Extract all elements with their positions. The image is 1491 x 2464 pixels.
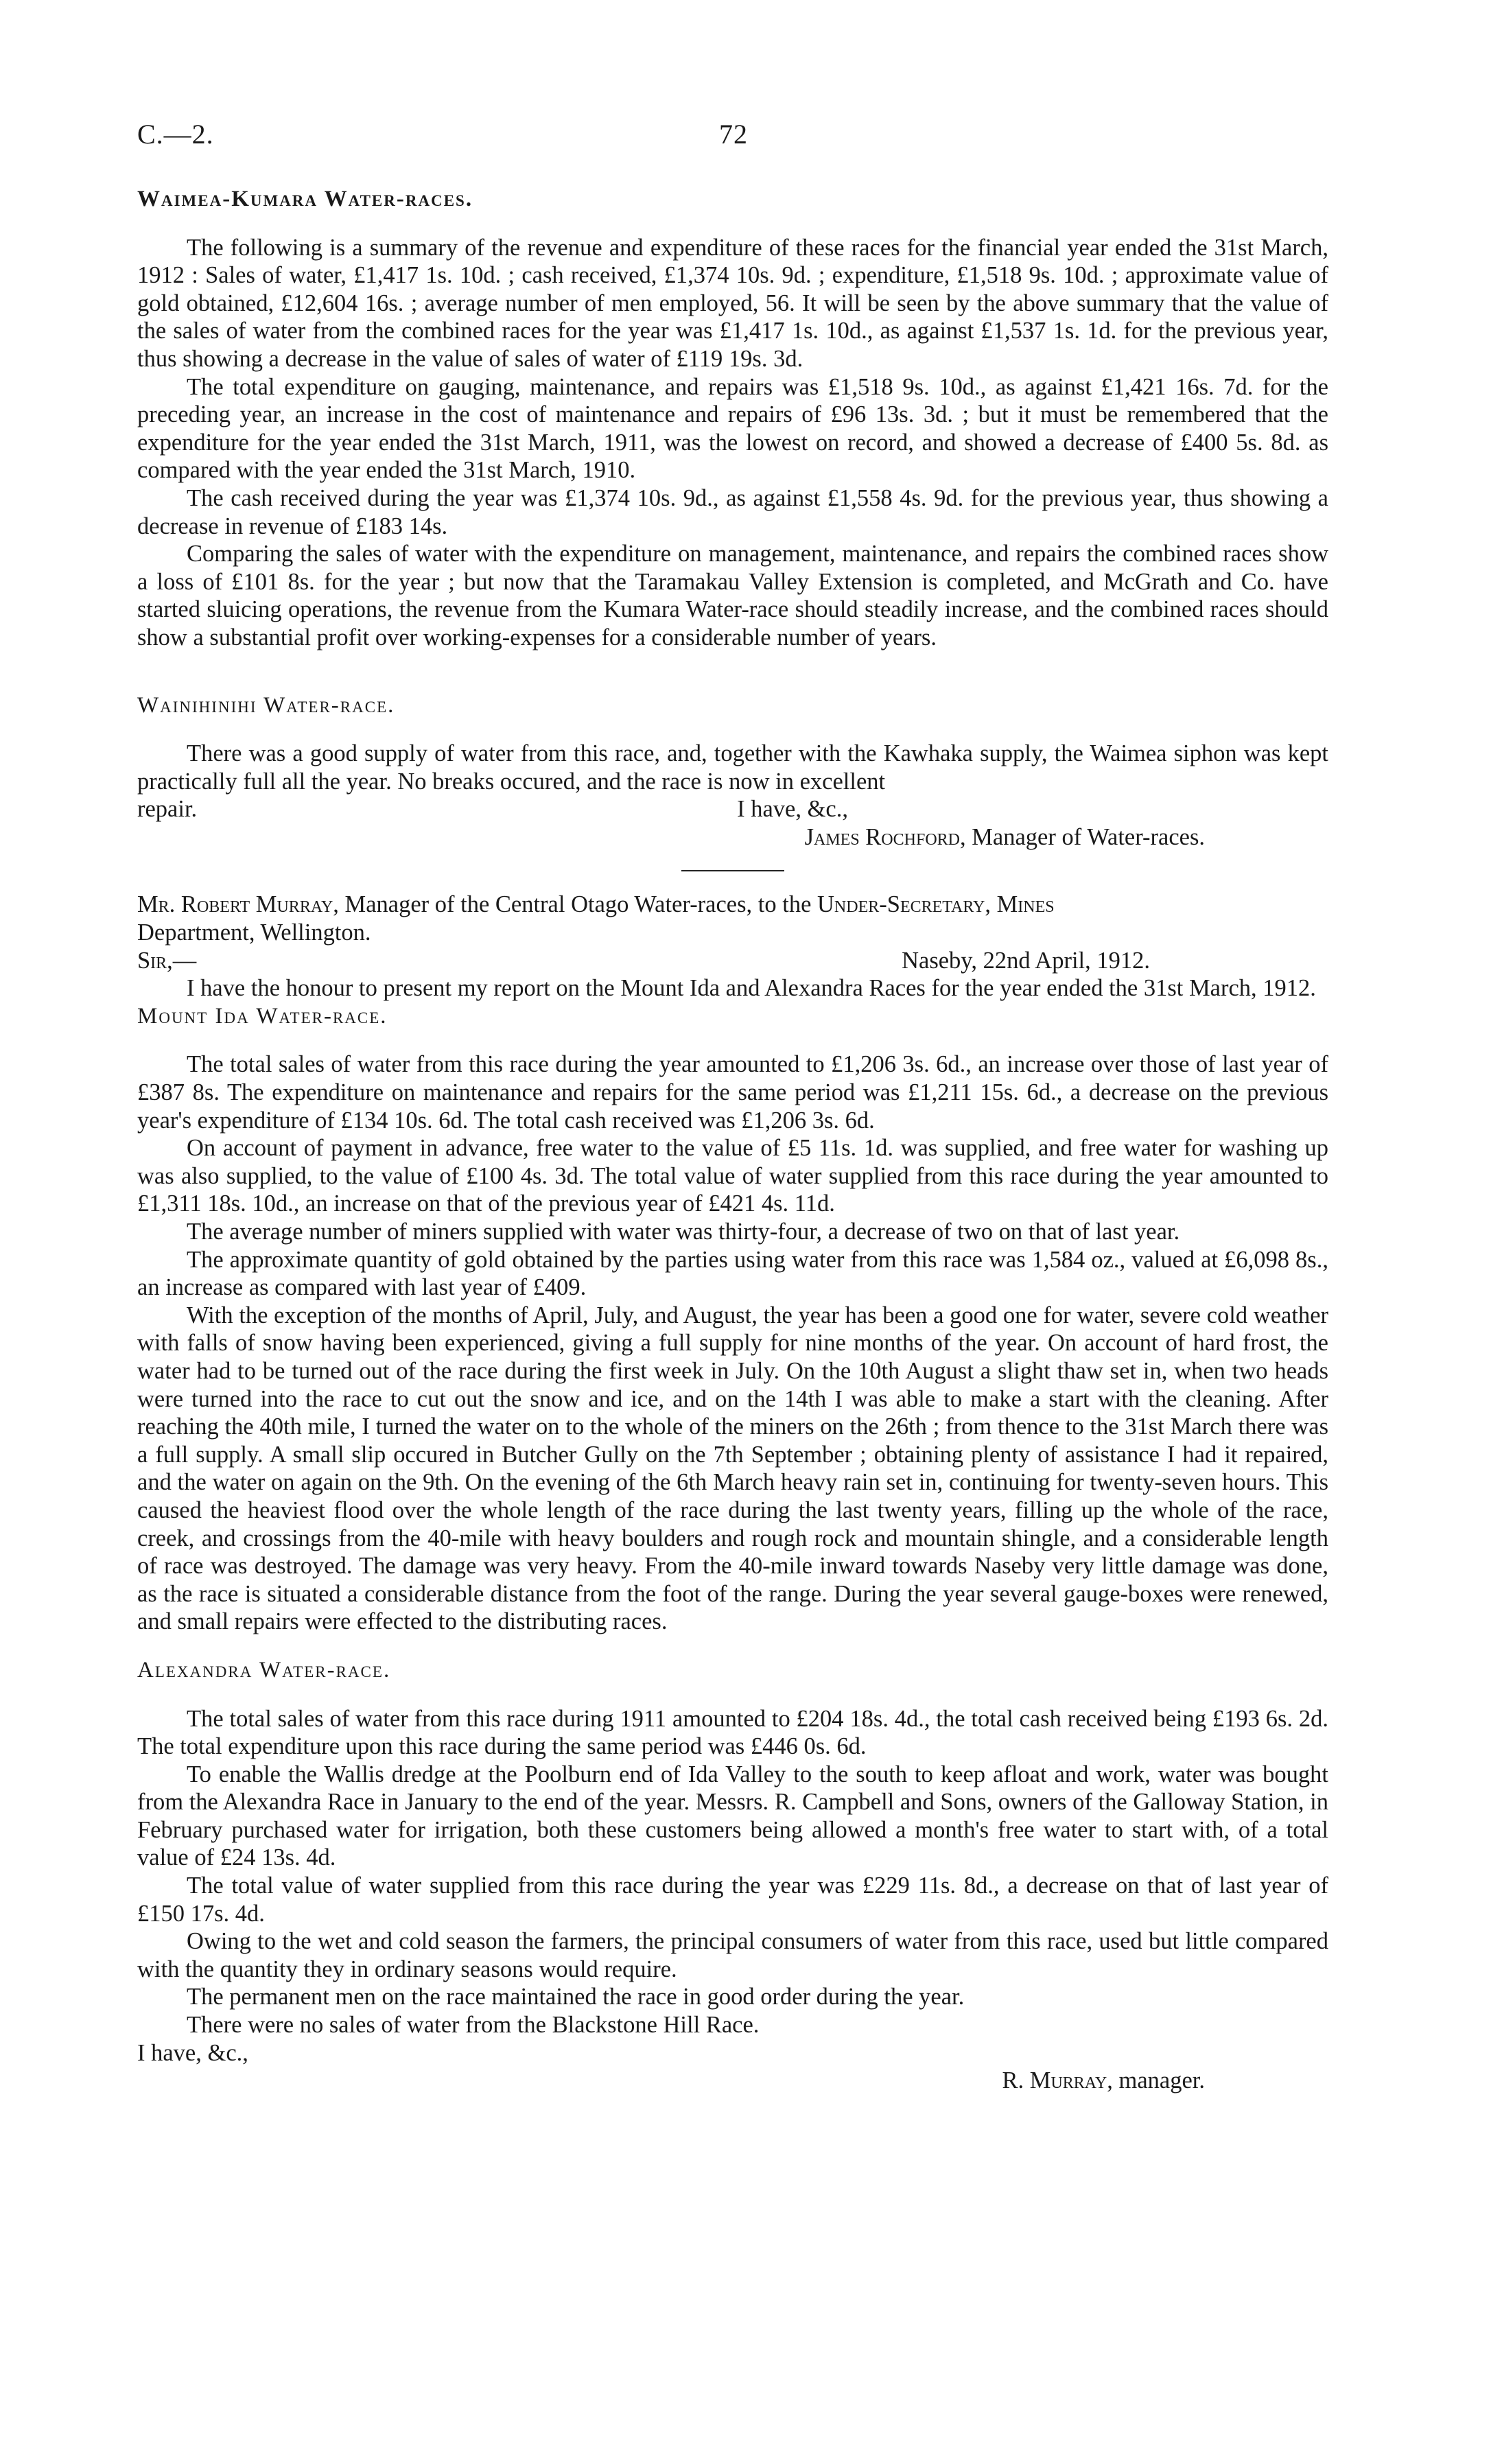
letter-address bbox=[137, 891, 1328, 919]
signatory-title: , manager. bbox=[1107, 2067, 1205, 2094]
alexandra-paragraph-2: To enable the Wallis dredge at the Poolburn end of Ida Valley to the south to keep afloat and work, water was bought from the Alexandra Race in January to the end of the year. Messrs. R. Campbell and Sons, owners of the Galloway Station, in February purchased water for irrigation, both these customers being allowed a month's free water to start with, of a total value of £24 13s. 4d. bbox=[137, 1761, 1328, 1871]
alexandra-paragraph-5: The permanent men on the race maintained the race in good order during the year. bbox=[187, 1984, 965, 2010]
wainihinihi-paragraph-end: repair. bbox=[137, 796, 198, 823]
alexandra-paragraph-3: The total value of water supplied from this race during the year was £229 11s. 8d., a decrease on that of last year of £150 17s. 4d. bbox=[137, 1873, 1328, 1927]
mount-ida-paragraph-1: The total sales of water from this race during the year amounted to £1,206 3s. 6d., an increase over those of last year of £387 8s. The expenditure on maintenance and repairs for the same period was £1,211 15s. 6d., a decrease on the previous year's expenditure of £134 10s. 6d. The total cash received was £1,206 3s. 6d. bbox=[137, 1051, 1328, 1134]
wainihinihi-paragraph-1: There was a good supply of water from this race, and, together with the Kawhaka supply, the Waimea siphon was kept practically full all the year. No breaks occured, and the race is now in excellent bbox=[137, 740, 1328, 795]
page-body bbox=[137, 185, 1328, 2095]
letter-from-name: Mr. Robert Murray bbox=[137, 891, 333, 918]
alexandra-paragraph-6: There were no sales of water from the Blackstone Hill Race. bbox=[187, 2012, 760, 2039]
section-heading-waimea: Waimea-Kumara Water-races. bbox=[137, 187, 473, 211]
waimea-paragraph-3: The cash received during the year was £1,374 10s. 9d., as against £1,558 4s. 9d. for the previous year, thus showing a decrease in revenue of £183 14s. bbox=[137, 484, 1328, 539]
alexandra-paragraph-4: Owing to the wet and cold season the farmers, the principal consumers of water from this race, used but little compared with the quantity they in ordinary seasons would require. bbox=[137, 1928, 1328, 1982]
mount-ida-paragraph-3: The average number of miners supplied with water was thirty-four, a decrease of two on that of last year. bbox=[187, 1219, 1180, 1245]
document-reference: C.—2. bbox=[137, 119, 214, 150]
waimea-paragraph-4: Comparing the sales of water with the expenditure on management, maintenance, and repairs the combined races show a loss of £101 8s. for the year ; but now that the Taramakau Valley Extension is completed, and McGrath and Co. have started sluicing operations, the revenue from the Kumara Water-race should steadily increase, and the combined races should show a substantial profit over working-expenses for a considerable number of years. bbox=[137, 541, 1328, 650]
section-heading-alexandra: Alexandra Water-race. bbox=[137, 1657, 391, 1682]
mount-ida-paragraph-2: On account of payment in advance, free water to the value of £5 11s. 1d. was supplied, and free water for washing up was also supplied, to the value of £100 4s. 3d. The total value of water supplied from this race during the year amounted to £1,311 18s. 10d., an increase on that of the previous year of £421 4s. 11d. bbox=[137, 1135, 1328, 1217]
letter-salutation: Sir,— bbox=[137, 947, 197, 974]
letter-intro: I have the honour to present my report on the Mount Ida and Alexandra Races for the year ended the 31st March, 1912. bbox=[187, 975, 1316, 1002]
wainihinihi-signature bbox=[137, 823, 1328, 852]
letter-salutation-row bbox=[137, 947, 1328, 975]
wainihinihi-closing-row bbox=[137, 795, 1328, 823]
signatory-name: R. Murray bbox=[1002, 2067, 1107, 2094]
page-number: 72 bbox=[719, 119, 748, 150]
letter-place-date: Naseby, 22nd April, 1912. bbox=[902, 947, 1150, 974]
waimea-paragraph-1: The following is a summary of the revenue and expenditure of these races for the financial year ended the 31st March, 1912 : Sales of water, £1,417 1s. 10d. ; cash received, £1,374 10s. 9d. ; expenditure, £1,518 9s. 10d. ; approximate value of gold obtained, £12,604 16s. ; average number of men employed, 56. It will be seen by the above summary that the value of the sales of water from the combined races for the year was £1,417 1s. 10d., as against £1,537 1s. 1d. for the previous year, thus showing a decrease in the value of sales of water of £119 19s. 3d. bbox=[137, 234, 1328, 372]
section-heading-mount-ida: Mount Ida Water-race. bbox=[137, 1003, 388, 1029]
letter-to-title: Under-Secretary, Mines bbox=[817, 891, 1055, 918]
section-heading-wainihinihi: Wainihinihi Water-race. bbox=[137, 692, 395, 718]
mount-ida-paragraph-4: The approximate quantity of gold obtained by the parties using water from this race was 1,584 oz., valued at £6,098 8s., an increase as compared with last year of £409. bbox=[137, 1246, 1328, 1301]
section-divider bbox=[681, 870, 784, 871]
mount-ida-paragraph-5: With the exception of the months of April, July, and August, the year has been a good one for water, severe cold weather with falls of snow having been experienced, giving a full supply for nine months of the year. On account of hard frost, the water had to be turned out of the race during the first week in July. On the 10th August a slight thaw set in, when two heads were turned into the race to cut out the snow and ice, and on the 14th I was able to make a start with the cleaning. After reaching the 40th mile, I turned the water on to the whole of the miners on the 26th ; from thence to the 31st March there was a full supply. A small slip occured in Butcher Gully on the 7th September ; obtaining plenty of assistance I had it repaired, and the water on again on the 9th. On the evening of the 6th March heavy rain set in, continuing for twenty-seven hours. This caused the heaviest flood over the whole length of the race during the last twenty years, filling up the whole of the race, creek, and crossings from the 40-mile with heavy boulders and rough rock and mountain shingle, and a considerable length of race was destroyed. The damage was very heavy. From the 40-mile inward towards Naseby very little damage was done, as the race is situated a considerable distance from the foot of the range. During the year several gauge-boxes were renewed, and small repairs were effected to the distributing races. bbox=[137, 1302, 1328, 1635]
letter-address-rest: , Manager of the Central Otago Water-races, to the bbox=[333, 891, 818, 918]
signatory-name: James Rochford bbox=[804, 823, 960, 850]
signatory-title: , Manager of Water-races. bbox=[960, 823, 1205, 850]
letter-address-line-2: Department, Wellington. bbox=[137, 919, 371, 946]
wainihinihi-closing: I have, &c., bbox=[737, 796, 848, 823]
waimea-paragraph-2: The total expenditure on gauging, maintenance, and repairs was £1,518 9s. 10d., as against £1,421 16s. 7d. for the preceding year, an increase in the cost of maintenance and repairs of £96 13s. 3d. ; but it must be remembered that the expenditure for the year ended the 31st March, 1911, was the lowest on record, and showed a decrease of £400 5s. 8d. as compared with the year ended the 31st March, 1910. bbox=[137, 373, 1328, 484]
alexandra-signature bbox=[137, 2067, 1328, 2095]
alexandra-closing: I have, &c., bbox=[137, 2039, 248, 2066]
alexandra-paragraph-1: The total sales of water from this race during 1911 amounted to £204 18s. 4d., the total cash received being £193 6s. 2d. The total expenditure upon this race during the same period was £446 0s. 6d. bbox=[137, 1705, 1328, 1760]
